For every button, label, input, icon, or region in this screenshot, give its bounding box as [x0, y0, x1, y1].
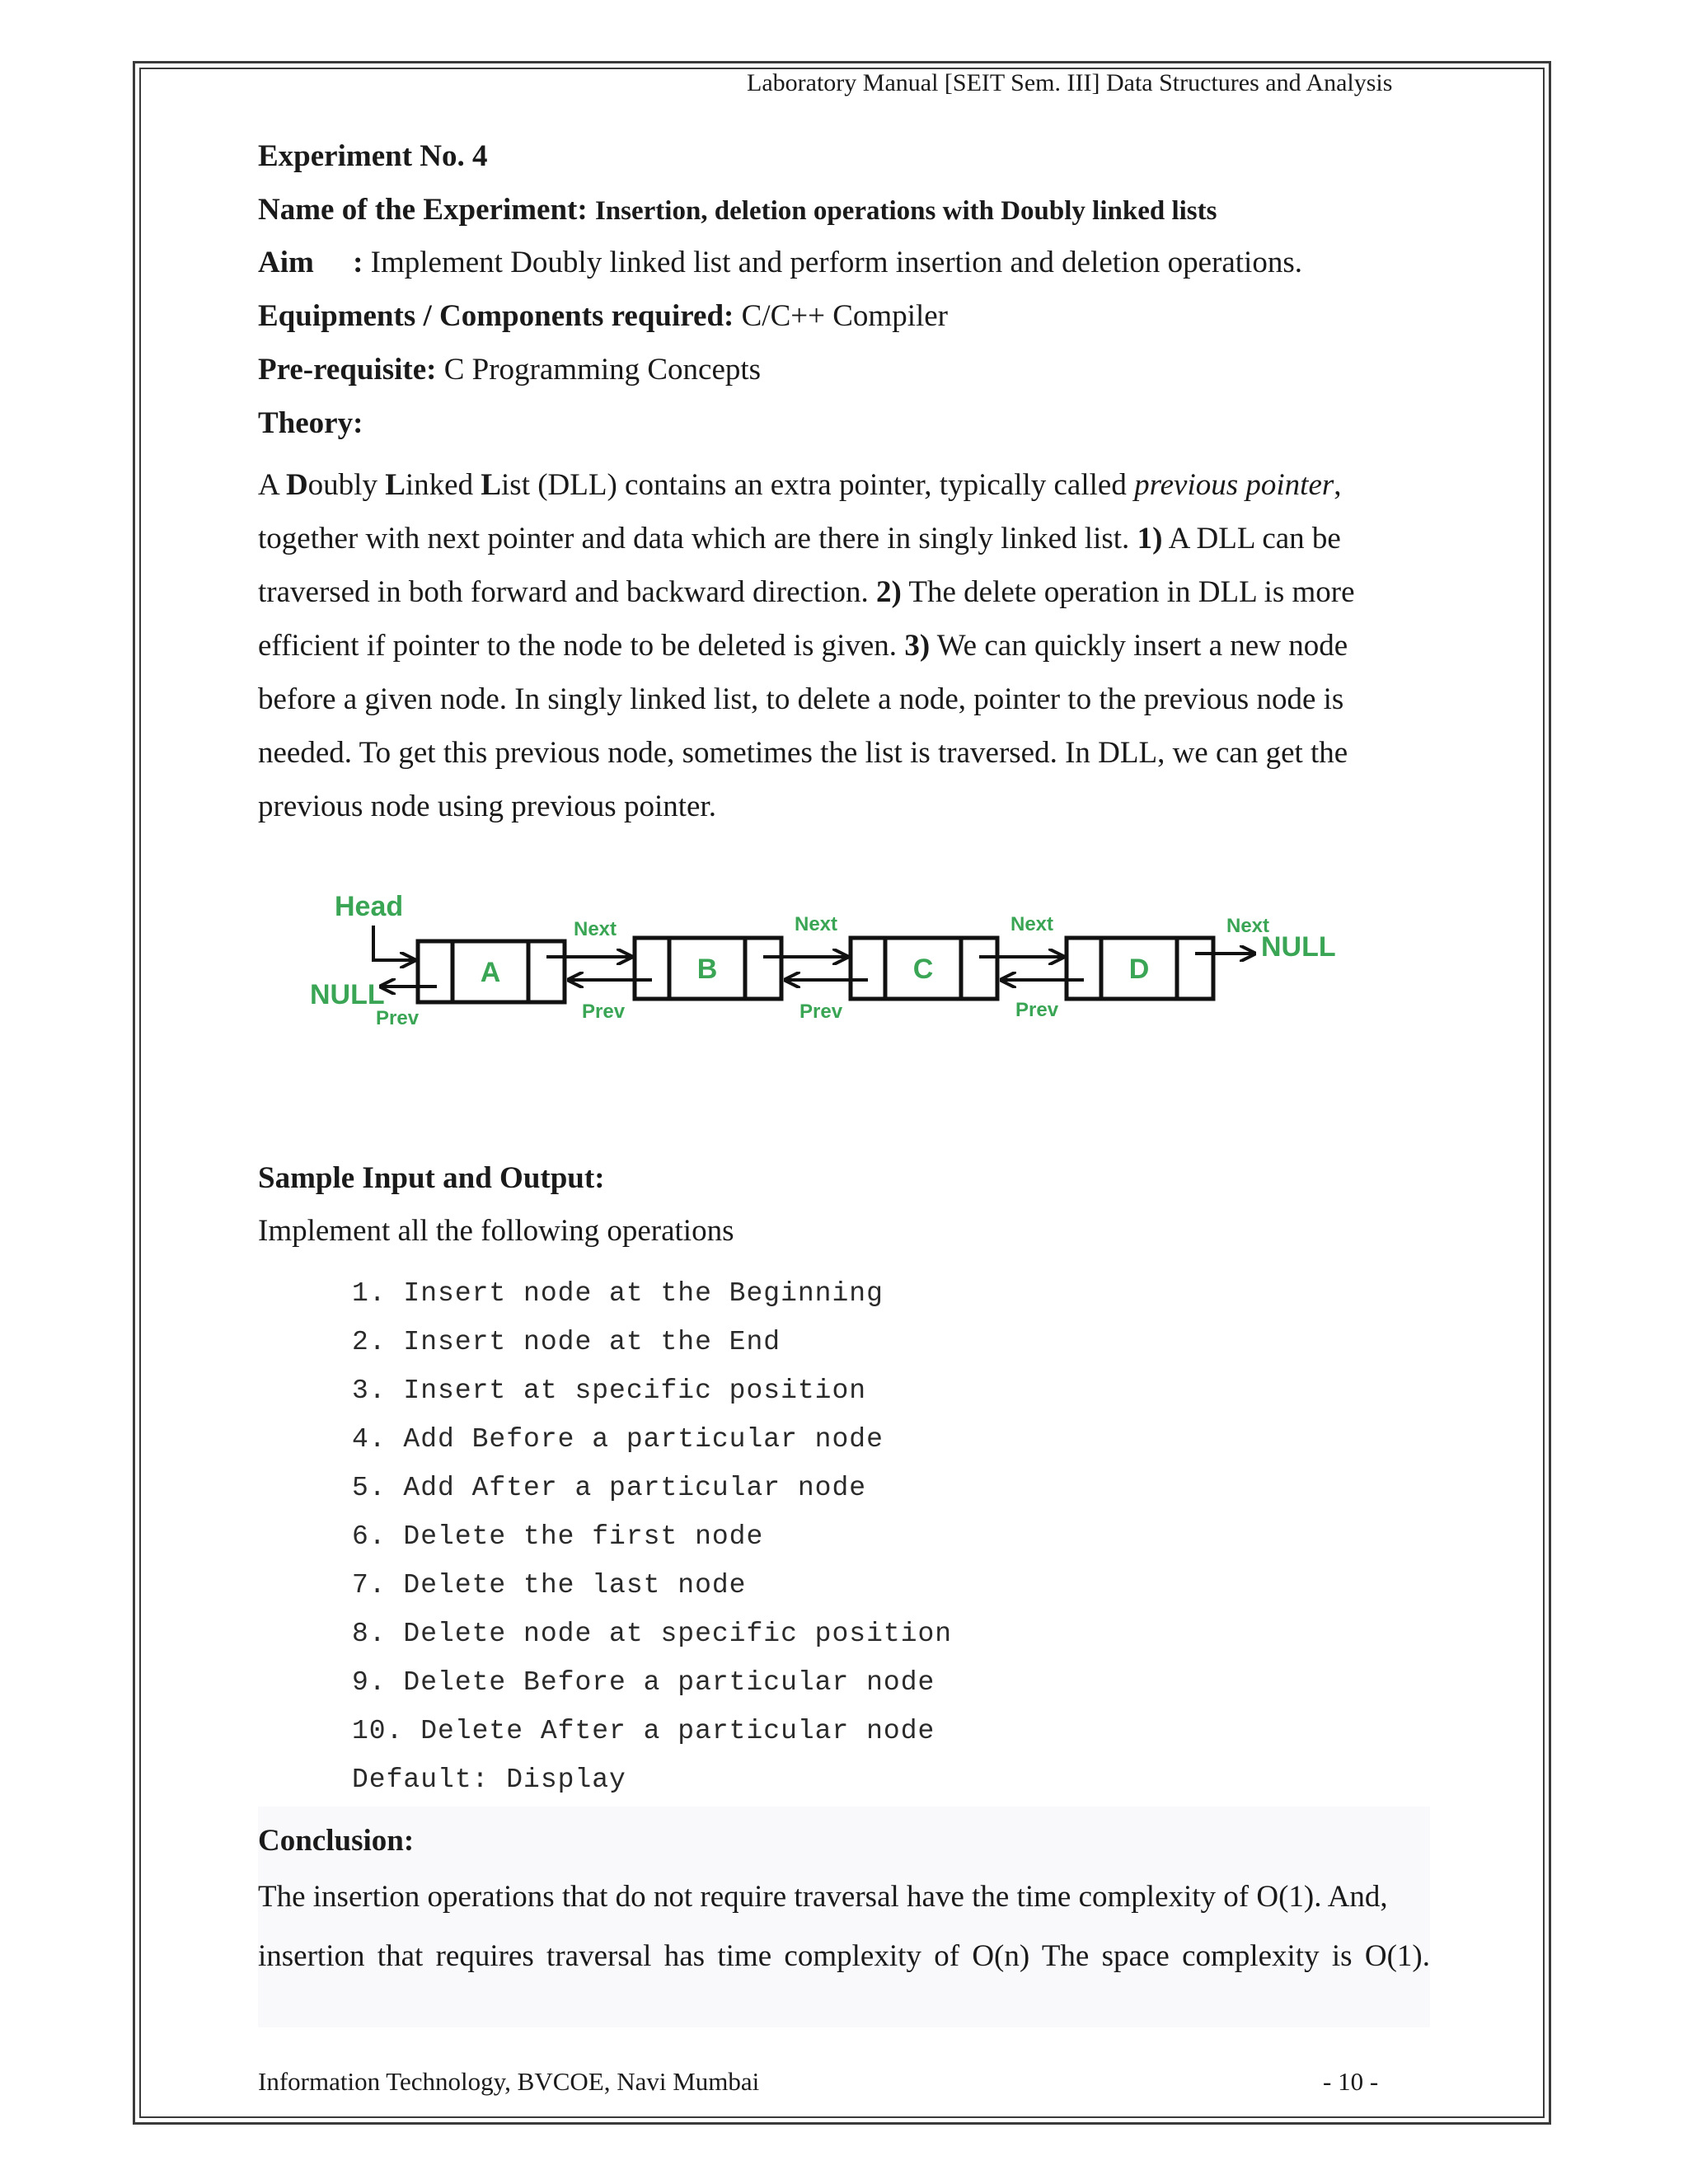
- theory-text: ist (DLL) contains an extra pointer, typically called: [501, 468, 1135, 502]
- null-right-label: NULL: [1261, 931, 1336, 963]
- operation-item: 4. Add Before a particular node: [352, 1424, 884, 1455]
- node-c-value: C: [912, 954, 934, 985]
- equipment-value: C/C++ Compiler: [741, 299, 949, 333]
- next-label-a: Next: [574, 918, 617, 940]
- theory-heading: Theory:: [258, 406, 363, 440]
- equipment-label: Equipments / Components required:: [258, 299, 734, 333]
- prerequisite-label: Pre-requisite:: [258, 353, 437, 387]
- theory-line-6: needed. To get this previous node, sometimes the list is traversed. In DLL, we can get the: [258, 736, 1348, 770]
- operation-item: 9. Delete Before a particular node: [352, 1667, 935, 1698]
- head-label: Head: [335, 891, 404, 922]
- operation-item: 7. Delete the last node: [352, 1570, 747, 1601]
- theory-text: efficient if pointer to the node to be deleted is given.: [258, 629, 905, 663]
- theory-text: traversed in both forward and backward direction.: [258, 575, 876, 609]
- doubly-linked-list-diagram: [305, 886, 1343, 1043]
- theory-text: A DLL can be: [1162, 522, 1341, 555]
- experiment-name-label: Name of the Experiment:: [258, 193, 588, 227]
- aim-value: Implement Doubly linked list and perform insertion and deletion operations.: [370, 246, 1302, 279]
- theory-bold-letter: L: [385, 468, 406, 502]
- theory-line-1: [258, 458, 1428, 512]
- operation-item: 10. Delete After a particular node: [352, 1716, 935, 1746]
- footer-institution: Information Technology, BVCOE, Navi Mumbai: [258, 2067, 760, 2096]
- theory-text: We can quickly insert a new node: [930, 629, 1348, 663]
- aim-row: [258, 245, 1302, 280]
- theory-line-5: before a given node. In singly linked list, to delete a node, pointer to the previous node is: [258, 682, 1344, 716]
- node-d-value: D: [1128, 954, 1150, 985]
- operation-item: 5. Add After a particular node: [352, 1473, 867, 1503]
- prev-label-b: Prev: [582, 1001, 626, 1023]
- theory-text: inked: [405, 468, 481, 502]
- experiment-number: Experiment No. 4: [258, 139, 488, 173]
- theory-text: oubly: [307, 468, 386, 502]
- operation-item: 2. Insert node at the End: [352, 1327, 781, 1357]
- conclusion-line-2: insertion that requires traversal has time complexity of O(n) The space complexity is O(1).: [258, 1939, 1430, 1973]
- prev-label-c: Prev: [799, 1001, 843, 1023]
- sample-intro: Implement all the following operations: [258, 1214, 734, 1248]
- conclusion-line-1: The insertion operations that do not require traversal have the time complexity of O(1). And,: [258, 1880, 1388, 1914]
- operation-item: 3. Insert at specific position: [352, 1376, 867, 1406]
- operation-item: 8. Delete node at specific position: [352, 1619, 953, 1649]
- prerequisite-row: [258, 352, 761, 387]
- next-label-b: Next: [795, 913, 838, 935]
- operation-item: Default: Display: [352, 1765, 626, 1795]
- theory-paragraph: [258, 458, 1428, 833]
- theory-line-2: [258, 512, 1428, 565]
- aim-separator: :: [353, 246, 363, 279]
- sample-heading: Sample Input and Output:: [258, 1161, 605, 1195]
- next-label-d: Next: [1226, 915, 1270, 937]
- null-left-label: NULL: [310, 979, 385, 1010]
- prerequisite-value: C Programming Concepts: [443, 353, 762, 387]
- head-pointer-arrow: [373, 926, 415, 960]
- next-label-c: Next: [1010, 913, 1054, 935]
- theory-point-number: 1): [1137, 522, 1163, 555]
- theory-line-4: [258, 619, 1428, 673]
- theory-line-7: previous node using previous pointer.: [258, 790, 716, 823]
- theory-point-number: 3): [904, 629, 931, 663]
- theory-line-3: [258, 565, 1428, 619]
- aim-label: Aim: [258, 246, 314, 279]
- equipment-row: [258, 298, 948, 334]
- operation-item: 1. Insert node at the Beginning: [352, 1278, 884, 1309]
- running-header: Laboratory Manual [SEIT Sem. III] Data Structures and Analysis: [747, 69, 1393, 96]
- operations-list: [352, 1269, 952, 1804]
- theory-point-number: 2): [876, 575, 902, 609]
- prev-label-a: Prev: [376, 1007, 420, 1029]
- theory-bold-letter: D: [285, 468, 308, 502]
- prev-label-d: Prev: [1015, 999, 1059, 1021]
- conclusion-heading: Conclusion:: [258, 1824, 415, 1858]
- theory-text: The delete operation in DLL is more: [901, 575, 1355, 609]
- operation-item: 6. Delete the first node: [352, 1521, 764, 1552]
- theory-text: A: [258, 468, 286, 502]
- node-a-value: A: [480, 957, 501, 988]
- experiment-name-row: [258, 192, 1217, 227]
- theory-text: together with next pointer and data which are there in singly linked list.: [258, 522, 1137, 555]
- theory-text: ,: [1334, 468, 1342, 502]
- experiment-name-value: Insertion, deletion operations with Doubly linked lists: [594, 196, 1217, 226]
- node-b-value: B: [696, 954, 718, 985]
- theory-bold-letter: L: [481, 468, 502, 502]
- theory-emphasis: previous pointer: [1134, 468, 1334, 502]
- footer-page-number: - 10 -: [1323, 2067, 1379, 2096]
